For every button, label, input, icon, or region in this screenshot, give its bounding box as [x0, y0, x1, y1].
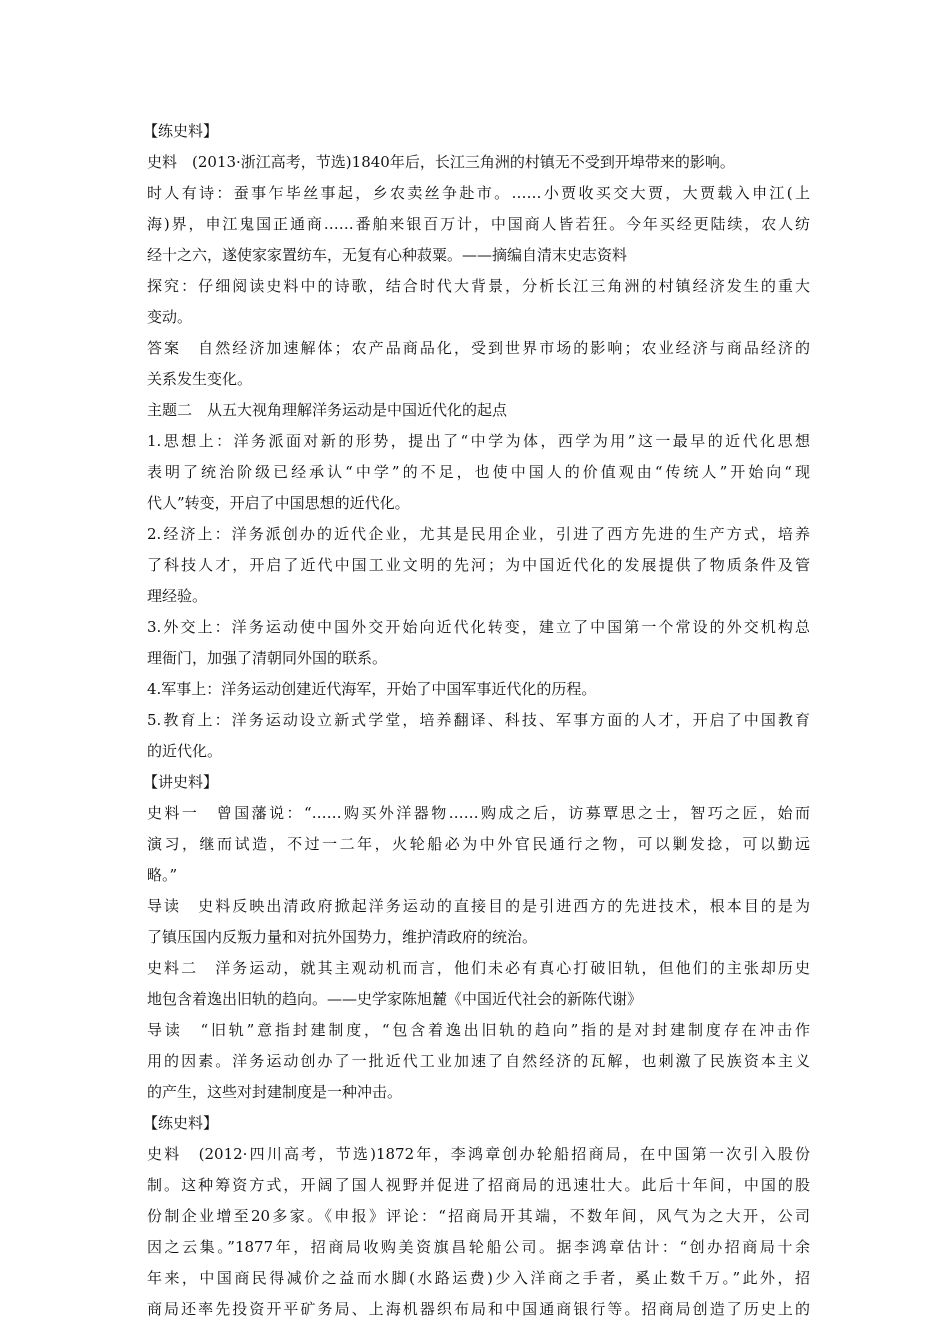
question-line: 探究：仔细阅读史料中的诗歌，结合时代大背景，分析长江三角洲的村镇经济发生的重大	[147, 277, 810, 295]
point-line: 4.军事上：洋务运动创建近代海军，开始了中国军事近代化的历程。	[147, 680, 597, 698]
source-text-line: 史料 (2013·浙江高考，节选)1840年后，长江三角洲的村镇无不受到开埠带来的影响。	[147, 153, 735, 171]
section-heading-lecture: 【讲史料】	[143, 773, 219, 791]
guide-line: 用的因素。洋务运动创办了一批近代工业加速了自然经济的瓦解，也刺激了民族资本主义	[147, 1052, 810, 1070]
source-text-line: 地包含着逸出旧轨的趋向。——史学家陈旭麓《中国近代社会的新陈代谢》	[147, 990, 643, 1008]
source-text-line: 份制企业增至20多家。《申报》评论：“招商局开其端，不数年间，风气为之大开，公司	[147, 1207, 810, 1225]
source-text-line: 时人有诗：蚕事乍毕丝事起，乡农卖丝争赴市。……小贾收买交大贾，大贾载入申江(上	[147, 184, 810, 202]
source-text-line: 史料二 洋务运动，就其主观动机而言，他们未必有真心打破旧轨，但他们的主张却历史	[147, 959, 810, 977]
question-line: 变动。	[147, 308, 193, 326]
section-heading-practice: 【练史料】	[143, 122, 219, 140]
topic-heading: 主题二 从五大视角理解洋务运动是中国近代化的起点	[147, 401, 508, 419]
source-text-line: 略。”	[147, 866, 178, 884]
source-text-line: 因之云集。”1877年，招商局收购美资旗昌轮船公司。据李鸿章估计：“创办招商局十余	[147, 1238, 810, 1256]
source-text-line: 制。这种筹资方式，开阔了国人视野并促进了招商局的迅速壮大。此后十年间，中国的股	[147, 1176, 810, 1194]
source-text-line: 海)界，申江鬼国正通商……番舶来银百万计，中国商人皆若狂。今年买经更陆续，农人纺	[147, 215, 810, 233]
guide-line: 了镇压国内反叛力量和对抗外国势力，维护清政府的统治。	[147, 928, 538, 946]
section-heading-practice: 【练史料】	[143, 1114, 219, 1132]
point-line: 1.思想上：洋务派面对新的形势，提出了“中学为体，西学为用”这一最早的近代化思想	[147, 432, 810, 450]
source-text-line: 经十之六，遂使家家置纺车，无复有心种菽粟。——摘编自清末史志资料	[147, 246, 628, 264]
point-line: 理衙门，加强了清朝同外国的联系。	[147, 649, 388, 667]
source-text-line: 年来，中国商民得减价之益而水脚(水路运费)少入洋商之手者，奚止数千万。”此外，招	[147, 1269, 810, 1287]
point-line: 了科技人才，开启了近代中国工业文明的先河；为中国近代化的发展提供了物质条件及管	[147, 556, 810, 574]
point-line: 5.教育上：洋务运动设立新式学堂，培养翻译、科技、军事方面的人才，开启了中国教育	[147, 711, 810, 729]
point-line: 3.外交上：洋务运动使中国外交开始向近代化转变，建立了中国第一个常设的外交机构总	[147, 618, 810, 636]
point-line: 表明了统治阶级已经承认“中学”的不足，也使中国人的价值观由“传统人”开始向“现	[147, 463, 810, 481]
source-text-line: 史料一 曾国藩说：“……购买外洋器物……购成之后，访募覃思之士，智巧之匠，始而	[147, 804, 810, 822]
point-line: 代人”转变，开启了中国思想的近代化。	[147, 494, 410, 512]
source-text-line: 商局还率先投资开平矿务局、上海机器织布局和中国通商银行等。招商局创造了历史上的	[147, 1300, 810, 1318]
guide-line: 导读 史料反映出清政府掀起洋务运动的直接目的是引进西方的先进技术，根本目的是为	[147, 897, 810, 915]
answer-line: 答案 自然经济加速解体；农产品商品化，受到世界市场的影响；农业经济与商品经济的	[147, 339, 810, 357]
guide-line: 的产生，这些对封建制度是一种冲击。	[147, 1083, 403, 1101]
point-line: 理经验。	[147, 587, 208, 605]
point-line: 2.经济上：洋务派创办的近代企业，尤其是民用企业，引进了西方先进的生产方式，培养	[147, 525, 810, 543]
source-text-line: 史料 (2012·四川高考，节选)1872年，李鸿章创办轮船招商局，在中国第一次引入股份	[147, 1145, 810, 1163]
answer-line: 关系发生变化。	[147, 370, 253, 388]
source-text-line: 演习，继而试造，不过一二年，火轮船必为中外官民通行之物，可以剿发捻，可以勤远	[147, 835, 810, 853]
guide-line: 导读 “旧轨”意指封建制度，“包含着逸出旧轨的趋向”指的是对封建制度存在冲击作	[147, 1021, 810, 1039]
point-line: 的近代化。	[147, 742, 223, 760]
